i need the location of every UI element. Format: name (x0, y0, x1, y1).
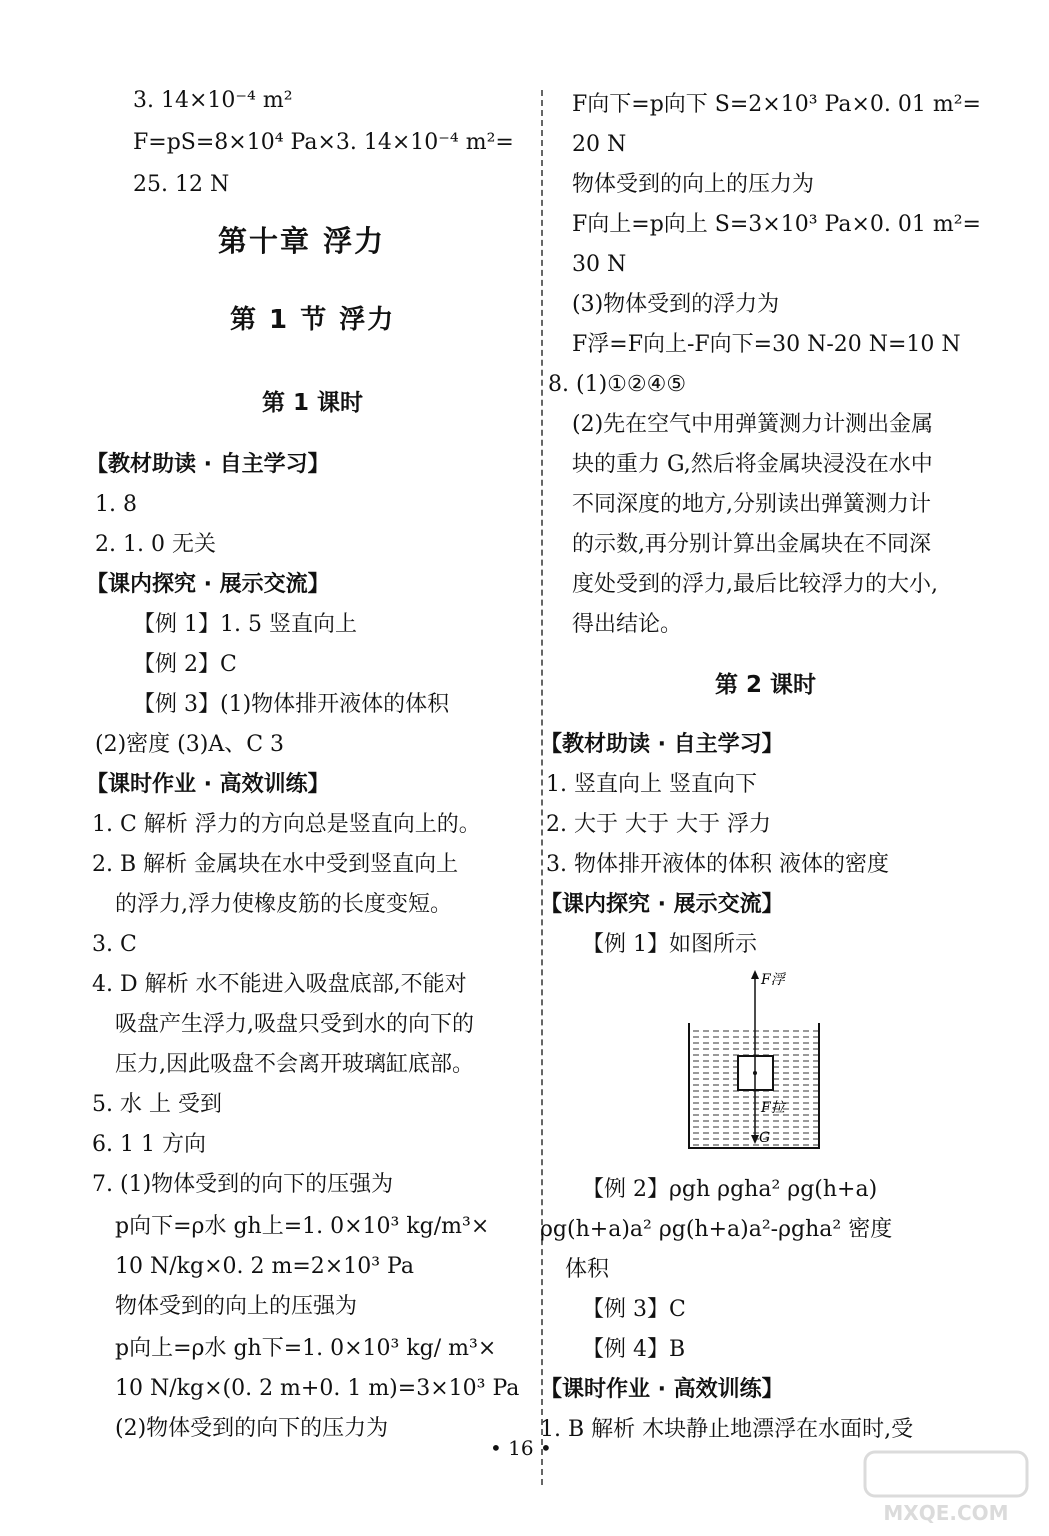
label-buoyancy: F浮 (761, 972, 785, 988)
text-line: 【例 3】(1)物体排开液体的体积 (133, 692, 450, 717)
text-line: 【例 1】1. 5 竖直向上 (133, 612, 357, 637)
text-line: 6. 1 1 方向 (92, 1132, 206, 1157)
text-line: 7. (1)物体受到的向下的压强为 (92, 1172, 394, 1197)
text-line: 3. 14×10⁻⁴ m² (133, 88, 293, 113)
text-line: 第 1 节 浮力 (230, 305, 396, 335)
text-line: F向下=p向下 S=2×10³ Pa×0. 01 m²= (572, 92, 981, 117)
text-line: 【教材助读 · 自主学习】 (540, 732, 784, 757)
arrow-up-head (751, 970, 759, 979)
text-line: 【课时作业 · 高效训练】 (86, 772, 330, 797)
watermark-logo (861, 1448, 1031, 1528)
text-line: 【例 2】ρgh ρgha² ρg(h+a) (582, 1177, 878, 1202)
text-line: (2)物体受到的向下的压力为 (115, 1416, 389, 1441)
text-line: 2. 大于 大于 大于 浮力 (546, 812, 771, 837)
text-line: 度处受到的浮力,最后比较浮力的大小, (572, 572, 938, 597)
text-line: 块的重力 G,然后将金属块浸没在水中 (572, 452, 933, 477)
text-line: 【教材助读 · 自主学习】 (86, 452, 330, 477)
text-line: 【例 3】C (582, 1297, 686, 1322)
text-line: 8. (1)①②④⑤ (548, 372, 687, 397)
text-line: 【例 1】如图所示 (582, 932, 757, 957)
buoyancy-force-diagram (683, 968, 823, 1154)
text-line: (2)先在空气中用弹簧测力计测出金属 (572, 412, 934, 437)
text-line: 【例 4】B (582, 1337, 686, 1362)
text-line: 体积 (565, 1257, 610, 1282)
text-line: 第 1 课时 (262, 390, 364, 416)
page-number: • 16 • (490, 1436, 552, 1460)
text-line: 10 N/kg×(0. 2 m+0. 1 m)=3×10³ Pa (115, 1376, 520, 1401)
watermark-text: MXQE.COM (883, 1501, 1009, 1525)
text-line: 1. C 解析 浮力的方向总是竖直向上的。 (92, 812, 481, 837)
text-line: 1. 竖直向上 竖直向下 (546, 772, 757, 797)
text-line: 压力,因此吸盘不会离开玻璃缸底部。 (115, 1052, 474, 1077)
text-line: 1. B 解析 木块静止地漂浮在水面时,受 (540, 1417, 914, 1442)
center-of-mass (753, 1071, 757, 1075)
text-line: F向上=p向上 S=3×10³ Pa×0. 01 m²= (572, 212, 981, 237)
column-divider (541, 90, 543, 1485)
text-line: 的示数,再分别计算出金属块在不同深 (572, 532, 931, 557)
text-line: 【课内探究 · 展示交流】 (540, 892, 784, 917)
text-line: 3. 物体排开液体的体积 液体的密度 (546, 852, 889, 877)
text-line: 5. 水 上 受到 (92, 1092, 222, 1117)
text-line: 物体受到的向上的压力为 (572, 172, 815, 197)
text-line: 【课时作业 · 高效训练】 (540, 1377, 784, 1402)
text-line: 【例 2】C (133, 652, 237, 677)
text-line: 3. C (92, 932, 137, 957)
text-line: 的浮力,浮力使橡皮筋的长度变短。 (115, 892, 452, 917)
text-line: F浮=F向上-F向下=30 N-20 N=10 N (572, 332, 961, 357)
text-line: ρg(h+a)a² ρg(h+a)a²-ρgha² 密度 (540, 1217, 893, 1242)
text-line: 吸盘产生浮力,吸盘只受到水的向下的 (115, 1012, 474, 1037)
text-line: (3)物体受到的浮力为 (572, 292, 780, 317)
text-line: F=pS=8×10⁴ Pa×3. 14×10⁻⁴ m²= (133, 130, 514, 155)
text-line: 1. 8 (95, 492, 137, 517)
text-line: (2)密度 (3)A、C 3 (95, 732, 285, 757)
text-line: 25. 12 N (133, 172, 230, 197)
label-tension: F拉 (761, 1100, 785, 1116)
text-line: 不同深度的地方,分别读出弹簧测力计 (572, 492, 931, 517)
label-gravity: G (759, 1130, 771, 1146)
text-line: 得出结论。 (572, 612, 683, 637)
text-line: 第 2 课时 (715, 672, 817, 698)
text-line: 20 N (572, 132, 627, 157)
text-line: p向上=ρ水 gh下=1. 0×10³ kg/ m³× (115, 1336, 497, 1361)
text-line: 2. B 解析 金属块在水中受到竖直向上 (92, 852, 459, 877)
text-line: 2. 1. 0 无关 (95, 532, 216, 557)
text-line: 4. D 解析 水不能进入吸盘底部,不能对 (92, 972, 467, 997)
text-line: p向下=ρ水 gh上=1. 0×10³ kg/m³× (115, 1214, 490, 1239)
text-line: 30 N (572, 252, 627, 277)
text-line: 【课内探究 · 展示交流】 (86, 572, 330, 597)
text-line: 10 N/kg×0. 2 m=2×10³ Pa (115, 1254, 414, 1279)
text-line: 物体受到的向上的压强为 (115, 1294, 358, 1319)
text-line: 第十章 浮力 (218, 224, 386, 258)
